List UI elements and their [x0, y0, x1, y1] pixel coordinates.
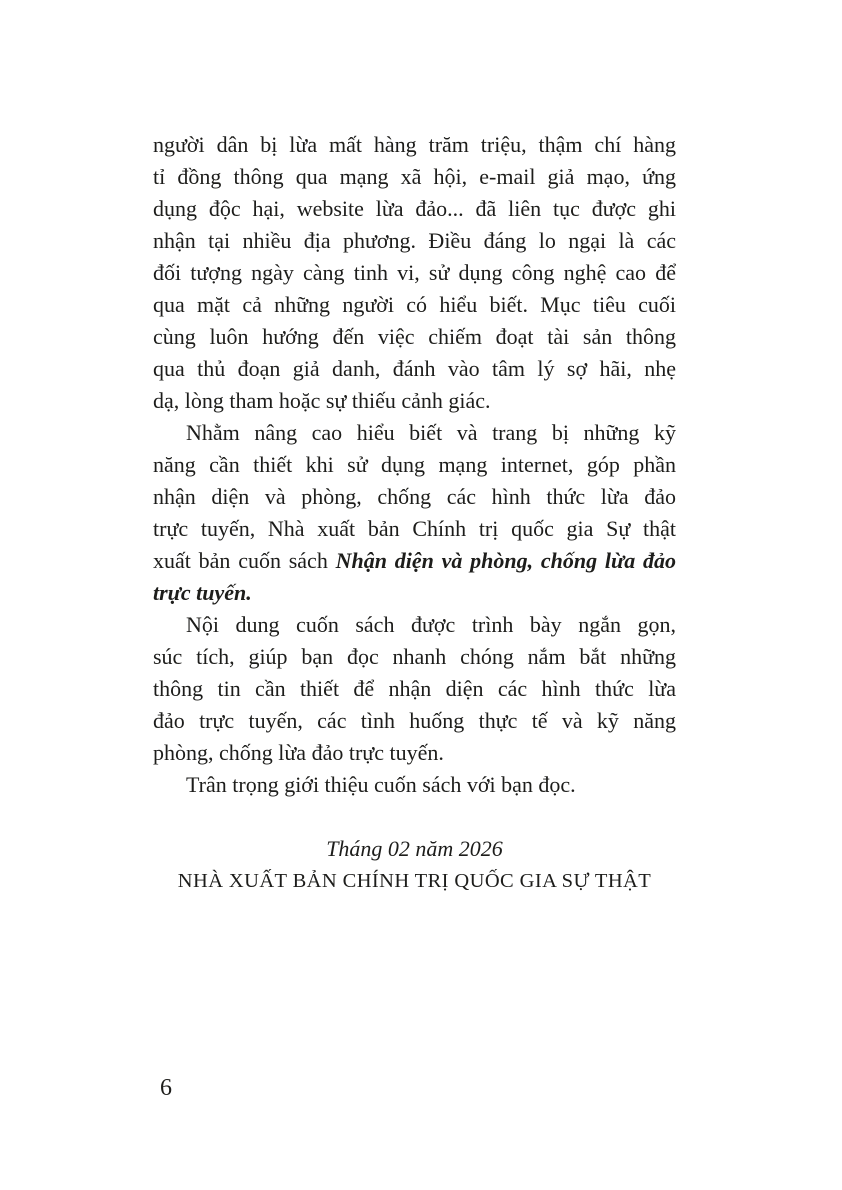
page-number: 6: [160, 1075, 172, 1101]
text-line: [153, 737, 676, 769]
text-segment: đối tượng ngày càng tinh vi, sử dụng công nghệ cao để: [153, 260, 676, 285]
text-segment: năng cần thiết khi sử dụng mạng internet, góp phần: [153, 452, 676, 477]
text-line: [153, 577, 676, 609]
text-segment: phòng, chống lừa đảo trực tuyến.: [153, 740, 444, 765]
text-segment: súc tích, giúp bạn đọc nhanh chóng nắm bắt những: [153, 644, 676, 669]
text-line: [153, 449, 676, 481]
text-segment: qua mặt cả những người có hiểu biết. Mục tiêu cuối: [153, 292, 676, 317]
text-segment: qua thủ đoạn giả danh, đánh vào tâm lý sợ hãi, nhẹ: [153, 356, 676, 381]
text-line: [153, 225, 676, 257]
text-segment: nhận diện và phòng, chống các hình thức lừa đảo: [153, 484, 676, 509]
text-line: [153, 769, 676, 801]
text-segment: đảo trực tuyến, các tình huống thực tế và kỹ năng: [153, 708, 676, 733]
text-line: [153, 513, 676, 545]
text-segment: Nội dung cuốn sách được trình bày ngắn gọn,: [186, 612, 676, 637]
text-segment: dụng độc hại, website lừa đảo... đã liên tục được ghi: [153, 196, 676, 221]
text-line: [153, 257, 676, 289]
text-segment: cùng luôn hướng đến việc chiếm đoạt tài sản thông: [153, 324, 676, 349]
book-title-emphasis: trực tuyến.: [153, 580, 252, 605]
text-line: [153, 417, 676, 449]
book-title-emphasis: Nhận diện và phòng, chống lừa đảo: [335, 548, 677, 573]
text-line: [153, 673, 676, 705]
publisher-name: NHÀ XUẤT BẢN CHÍNH TRỊ QUỐC GIA SỰ THẬT: [177, 870, 652, 892]
text-segment: xuất bản cuốn sách: [153, 548, 336, 573]
signature-block: [153, 833, 676, 897]
text-line: [153, 481, 676, 513]
text-line: [153, 641, 676, 673]
text-line: [153, 321, 676, 353]
text-line: [153, 545, 676, 577]
text-segment: Trân trọng giới thiệu cuốn sách với bạn đọc.: [186, 772, 576, 797]
text-line: [153, 609, 676, 641]
text-line: [153, 161, 676, 193]
text-segment: nhận tại nhiều địa phương. Điều đáng lo ngại là các: [153, 228, 676, 253]
text-line: [153, 353, 676, 385]
text-segment: người dân bị lừa mất hàng trăm triệu, thậm chí hàng: [153, 132, 676, 157]
text-block: [153, 129, 676, 801]
text-segment: trực tuyến, Nhà xuất bản Chính trị quốc gia Sự thật: [153, 516, 676, 541]
text-line: [153, 129, 676, 161]
text-segment: Nhằm nâng cao hiểu biết và trang bị những kỹ: [186, 420, 676, 445]
text-line: [153, 193, 676, 225]
signature-date: Tháng 02 năm 2026: [326, 836, 503, 861]
text-segment: dạ, lòng tham hoặc sự thiếu cảnh giác.: [153, 388, 491, 413]
text-line: [153, 705, 676, 737]
text-line: [153, 385, 676, 417]
text-line: [153, 289, 676, 321]
text-segment: thông tin cần thiết để nhận diện các hình thức lừa: [153, 676, 676, 701]
text-segment: tỉ đồng thông qua mạng xã hội, e-mail giả mạo, ứng: [153, 164, 676, 189]
